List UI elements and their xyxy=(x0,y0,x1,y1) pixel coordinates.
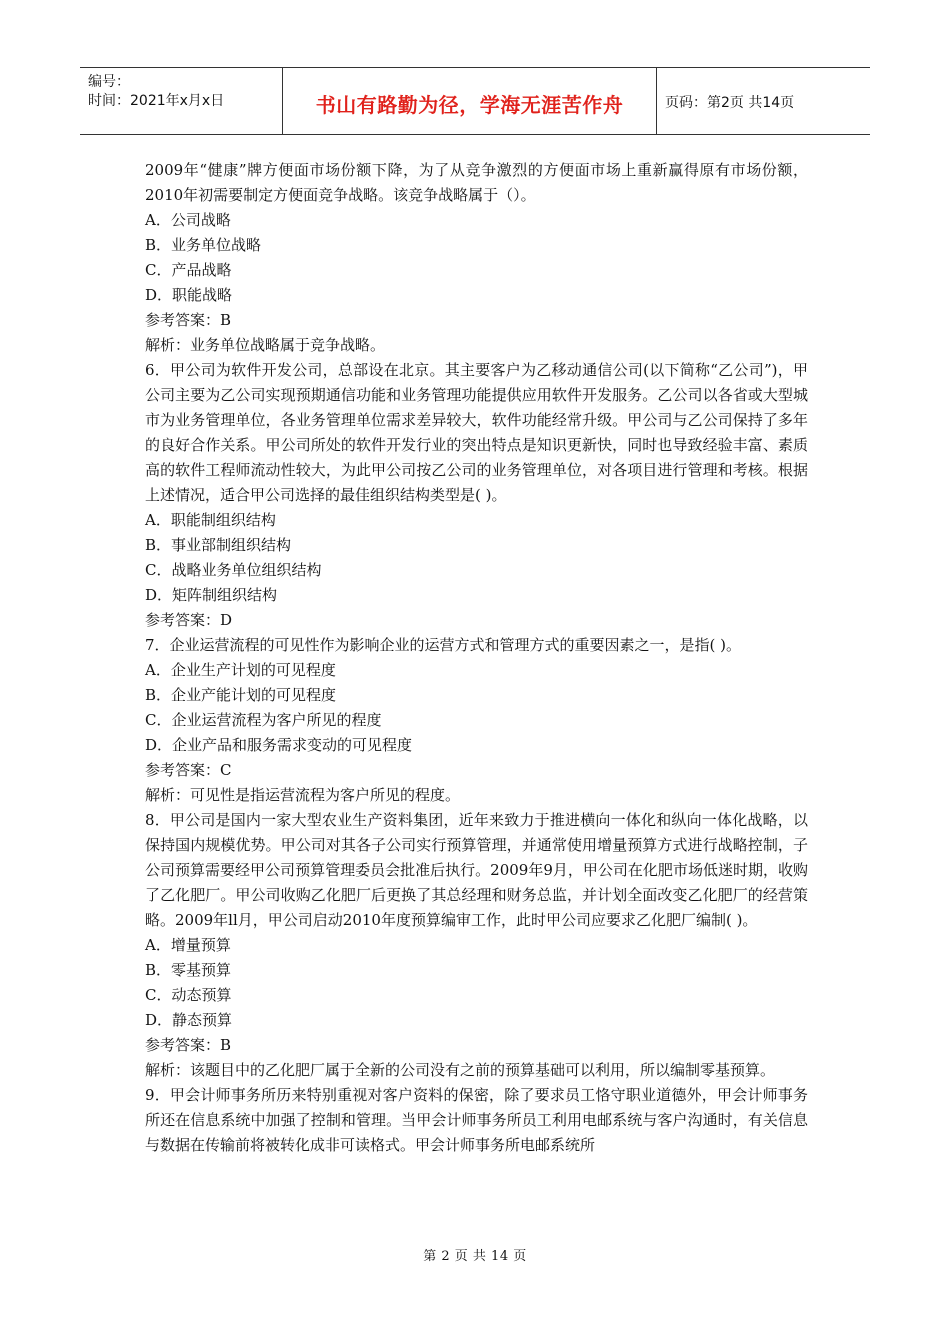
reference-answer: 参考答案：B xyxy=(145,1036,232,1054)
option-item: B．企业产能计划的可见程度 xyxy=(145,686,337,704)
question-text: 8．甲公司是国内一家大型农业生产资料集团，近年来致力于推进横向一体化和纵向一体化战略，以保持国内规模优势。甲公司对其各子公司实行预算管理，并通常使用增量预算方式进行战略控制，子公司预算需要经甲公司预算管理委员会批准后执行。2009年9月，甲公司在化肥市场低迷时期，收购了乙化肥厂。甲公司收购乙化肥厂后更换了其总经理和财务总监，并计划全面改变乙化肥厂的经营策略。2009年ll月，甲公司启动2010年度预算编审工作，此时甲公司应要求乙化肥厂编制( )。 xyxy=(145,811,808,929)
option-item: D．企业产品和服务需求变动的可见程度 xyxy=(145,736,413,754)
page-header xyxy=(80,67,870,135)
option-item: A．公司战略 xyxy=(145,211,231,229)
option-item: C．战略业务单位组织结构 xyxy=(145,561,322,579)
question-text: 7．企业运营流程的可见性作为影响企业的运营方式和管理方式的重要因素之一，是指( )。 xyxy=(145,636,742,654)
option-item: B．事业部制组织结构 xyxy=(145,536,292,554)
footer-page-number: 第 2 页 共 14 页 xyxy=(423,1249,527,1264)
question-text: 9．甲会计师事务所历来特别重视对客户资料的保密，除了要求员工恪守职业道德外，甲会计师事务所还在信息系统中加强了控制和管理。当甲会计师事务所员工利用电邮系统与客户沟通时，有关信息与数据在传输前将被转化成非可读格式。甲会计师事务所电邮系统所 xyxy=(145,1086,808,1154)
option-item: D．矩阵制组织结构 xyxy=(145,586,278,604)
analysis-text: 解析：该题目中的乙化肥厂属于全新的公司没有之前的预算基础可以利用，所以编制零基预算。 xyxy=(145,1061,776,1079)
document-number-label: 编号： xyxy=(88,74,130,90)
option-item: D．职能战略 xyxy=(145,286,233,304)
reference-answer: 参考答案：D xyxy=(145,611,233,629)
reference-answer: 参考答案：C xyxy=(145,761,232,779)
option-item: D．静态预算 xyxy=(145,1011,233,1029)
document-body xyxy=(145,158,808,1158)
option-item: C．动态预算 xyxy=(145,986,232,1004)
option-item: B．零基预算 xyxy=(145,961,232,979)
option-item: A．企业生产计划的可见程度 xyxy=(145,661,336,679)
header-motto: 书山有路勤为径，学海无涯苦作舟 xyxy=(315,92,624,117)
header-meta xyxy=(80,68,283,134)
header-motto-cell xyxy=(283,68,657,134)
question-text: 6．甲公司为软件开发公司，总部设在北京。其主要客户为乙移动通信公司(以下简称“乙公司”)，甲公司主要为乙公司实现预期通信功能和业务管理功能提供应用软件开发服务。乙公司以各省或大型城市为业务管理单位，各业务管理单位需求差异较大，软件功能经常升级。甲公司与乙公司保持了多年的良好合作关系。甲公司所处的软件开发行业的突出特点是知识更新快，同时也导致经验丰富、素质高的软件工程师流动性较大，为此甲公司按乙公司的业务管理单位，对各项目进行管理和考核。根据上述情况，适合甲公司选择的最佳组织结构类型是( )。 xyxy=(145,361,808,504)
analysis-text: 解析：业务单位战略属于竞争战略。 xyxy=(145,336,386,354)
header-page-info: 页码：第2页 共14页 xyxy=(665,95,795,111)
option-item: A．职能制组织结构 xyxy=(145,511,276,529)
analysis-text: 解析：可见性是指运营流程为客户所见的程度。 xyxy=(145,786,461,804)
option-item: C．产品战略 xyxy=(145,261,232,279)
option-item: C．企业运营流程为客户所见的程度 xyxy=(145,711,382,729)
option-item: A．增量预算 xyxy=(145,936,231,954)
reference-answer: 参考答案：B xyxy=(145,311,232,329)
body-paragraph: 2009年“健康”牌方便面市场份额下降，为了从竞争激烈的方便面市场上重新赢得原有市场份额，2010年初需要制定方便面竞争战略。该竞争战略属于（）。 xyxy=(145,161,808,204)
option-item: B．业务单位战略 xyxy=(145,236,262,254)
page-footer xyxy=(0,1245,950,1264)
document-date-label: 时间：2021年x月x日 xyxy=(88,93,225,109)
header-page-info-cell xyxy=(657,68,870,134)
